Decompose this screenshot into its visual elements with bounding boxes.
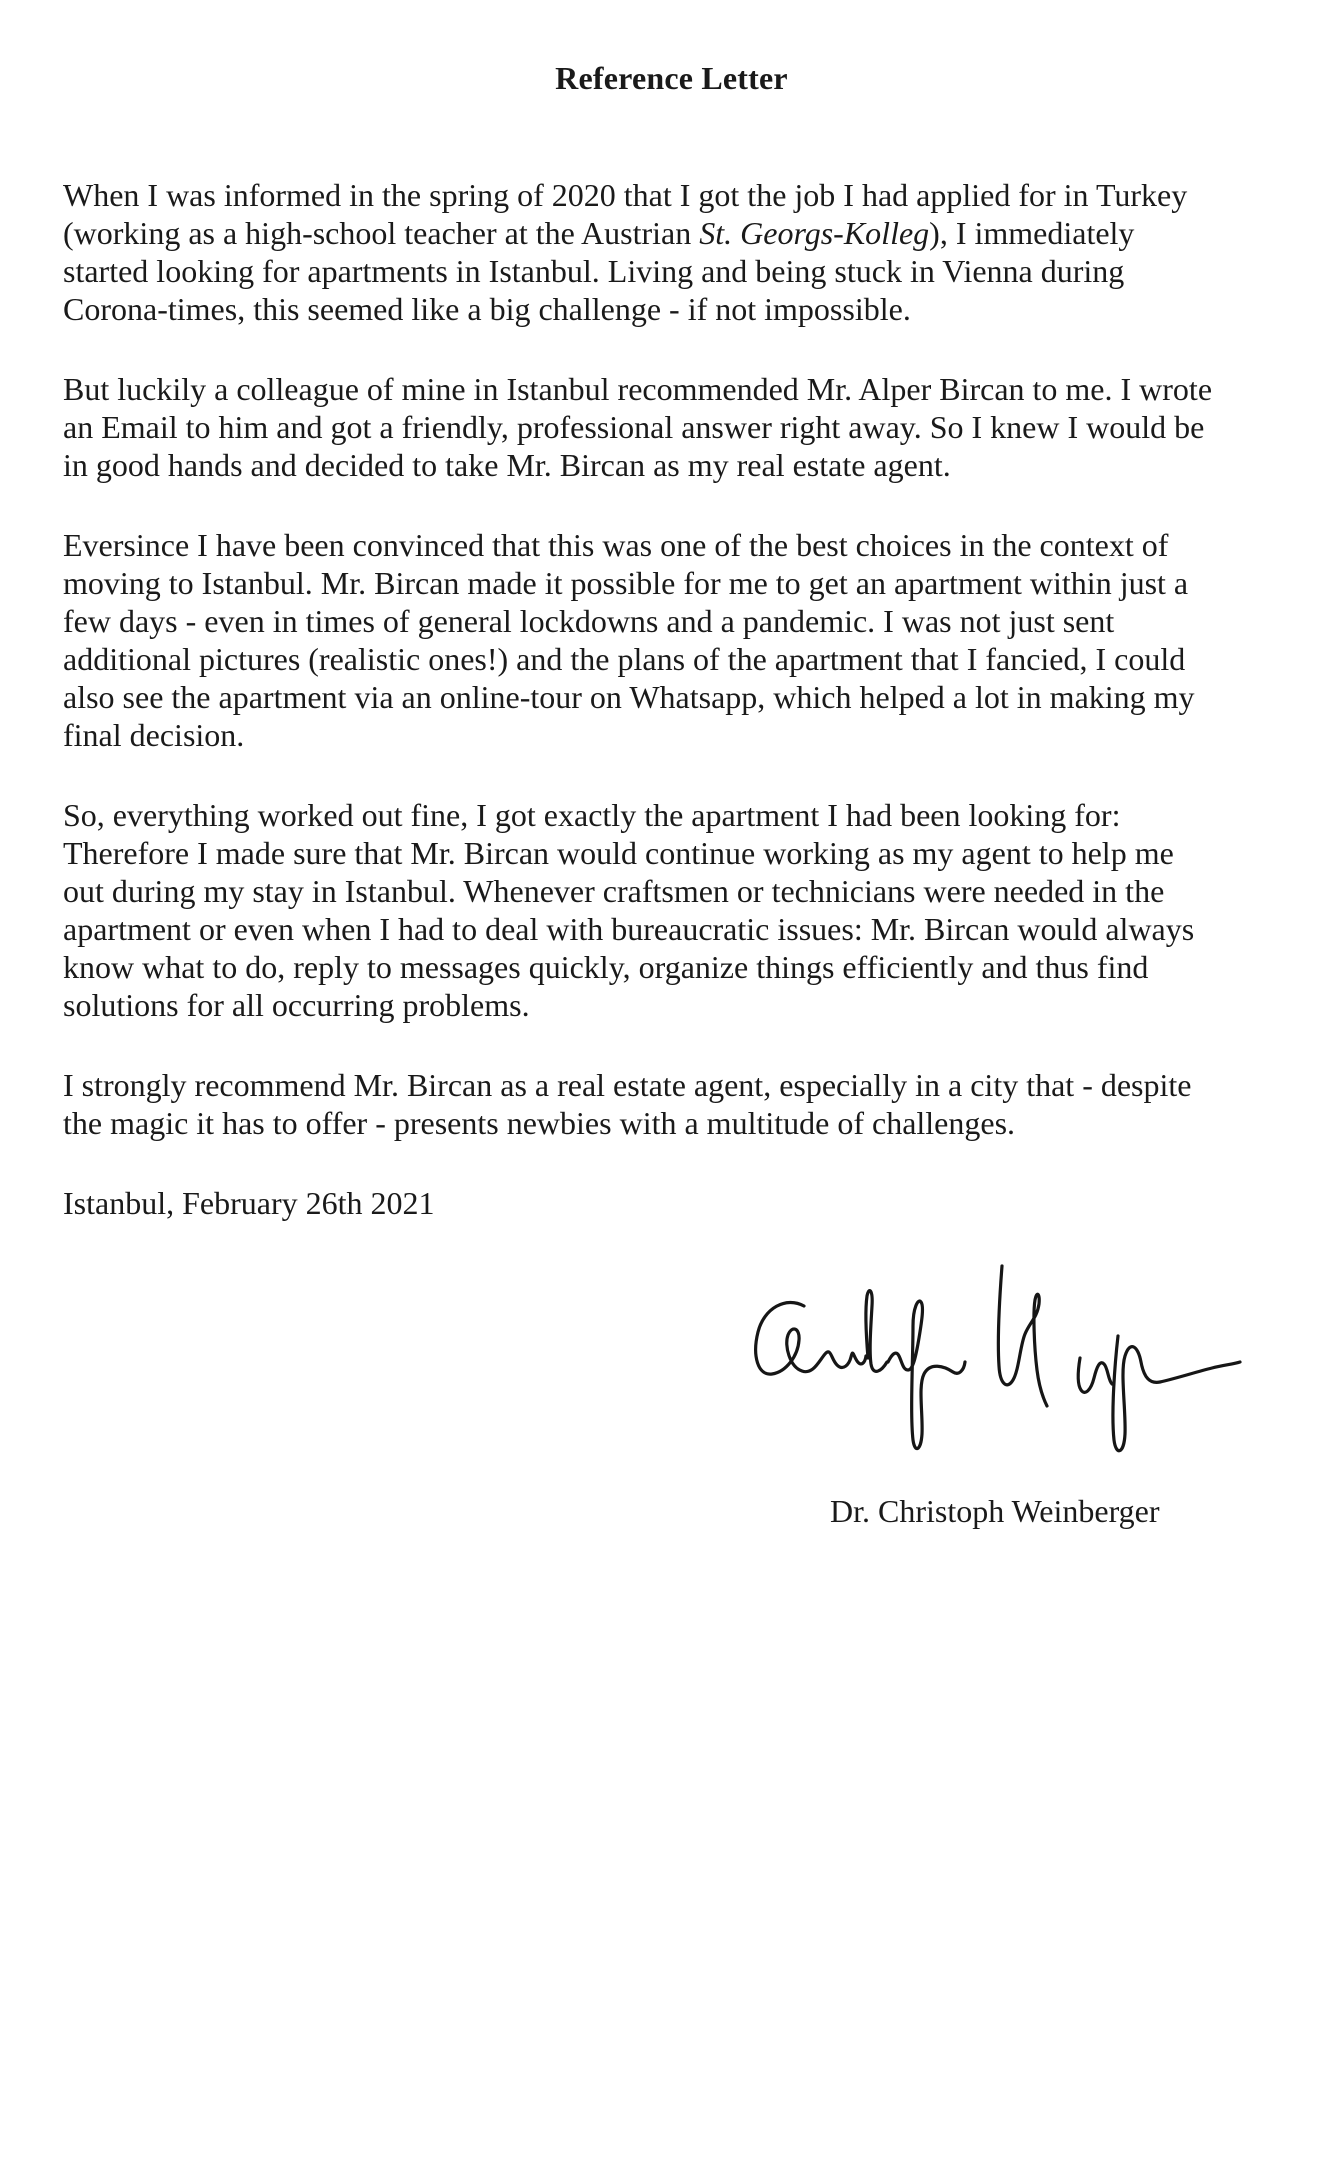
text-run: started looking for apartments in Istanbul. Living and being stuck in Vienna during	[63, 253, 1125, 289]
text-line	[63, 214, 1280, 252]
text-run: in good hands and decided to take Mr. Bircan as my real estate agent.	[63, 447, 951, 483]
text-line	[63, 602, 1280, 640]
signature-icon	[750, 1262, 1242, 1462]
text-run: So, everything worked out fine, I got exactly the apartment I had been looking for:	[63, 797, 1121, 833]
paragraph	[63, 176, 1280, 328]
text-run: Corona-times, this seemed like a big challenge - if not impossible.	[63, 291, 911, 327]
text-run: also see the apartment via an online-tour on Whatsapp, which helped a lot in making my	[63, 679, 1195, 715]
text-run: But luckily a colleague of mine in Istanbul recommended Mr. Alper Bircan to me. I wrote	[63, 371, 1213, 407]
signature-stroke-descender-tail	[1113, 1336, 1240, 1451]
paragraph	[63, 1066, 1280, 1142]
text-run: I strongly recommend Mr. Bircan as a real estate agent, especially in a city that - despite	[63, 1067, 1192, 1103]
signature-stroke-second-spike-descender	[888, 1301, 965, 1448]
signature-stroke-first-spike	[866, 1291, 887, 1372]
text-line	[63, 252, 1280, 290]
text-run: apartment or even when I had to deal with bureaucratic issues: Mr. Bircan would always	[63, 911, 1195, 947]
text-line	[63, 678, 1280, 716]
text-run: an Email to him and got a friendly, professional answer right away. So I knew I would be	[63, 409, 1205, 445]
text-line	[63, 640, 1280, 678]
text-line	[63, 872, 1280, 910]
text-run: final decision.	[63, 717, 245, 753]
letter-body	[63, 176, 1280, 1142]
text-line	[63, 564, 1280, 602]
text-line	[63, 370, 1280, 408]
signature-block	[750, 1262, 1242, 1462]
text-run: Therefore I made sure that Mr. Bircan would continue working as my agent to help me	[63, 835, 1174, 871]
text-line	[63, 796, 1280, 834]
text-line	[63, 948, 1280, 986]
text-line	[63, 716, 1280, 754]
text-run: know what to do, reply to messages quickly, organize things efficiently and thus find	[63, 949, 1149, 985]
text-run: solutions for all occurring problems.	[63, 987, 530, 1023]
text-line	[63, 1066, 1280, 1104]
text-line	[63, 408, 1280, 446]
text-run: (working as a high-school teacher at the Austrian	[63, 215, 700, 251]
text-line	[63, 446, 1280, 484]
text-line	[63, 526, 1280, 564]
text-run: additional pictures (realistic ones!) and the plans of the apartment that I fancied, I could	[63, 641, 1186, 677]
text-run: the magic it has to offer - presents newbies with a multitude of challenges.	[63, 1105, 1016, 1141]
text-run: out during my stay in Istanbul. Whenever craftsmen or technicians were needed in the	[63, 873, 1165, 909]
text-line	[63, 176, 1280, 214]
text-run-italic: St. Georgs-Kolleg	[699, 215, 930, 251]
paragraph	[63, 796, 1280, 1024]
text-line	[63, 290, 1280, 328]
text-line	[63, 910, 1280, 948]
text-run: Eversince I have been convinced that this was one of the best choices in the context of	[63, 527, 1169, 563]
signature-stroke-w-spike	[998, 1266, 1047, 1406]
text-run: ), I immediately	[929, 215, 1135, 251]
signature-stroke-left-loops	[756, 1302, 866, 1374]
paragraph	[63, 526, 1280, 754]
text-line	[63, 1104, 1280, 1142]
text-line	[63, 834, 1280, 872]
text-line	[63, 986, 1280, 1024]
letter-title: Reference Letter	[555, 60, 788, 96]
signature-stroke-middle-wiggle	[1078, 1358, 1112, 1392]
text-run: few days - even in times of general lockdowns and a pandemic. I was not just sent	[63, 603, 1115, 639]
text-run: moving to Istanbul. Mr. Bircan made it possible for me to get an apartment within just a	[63, 565, 1189, 601]
text-run: When I was informed in the spring of 2020 that I got the job I had applied for in Turkey	[63, 177, 1188, 213]
paragraph	[63, 370, 1280, 484]
signatory-name: Dr. Christoph Weinberger	[830, 1493, 1160, 1529]
letter-dateline: Istanbul, February 26th 2021	[63, 1185, 435, 1221]
